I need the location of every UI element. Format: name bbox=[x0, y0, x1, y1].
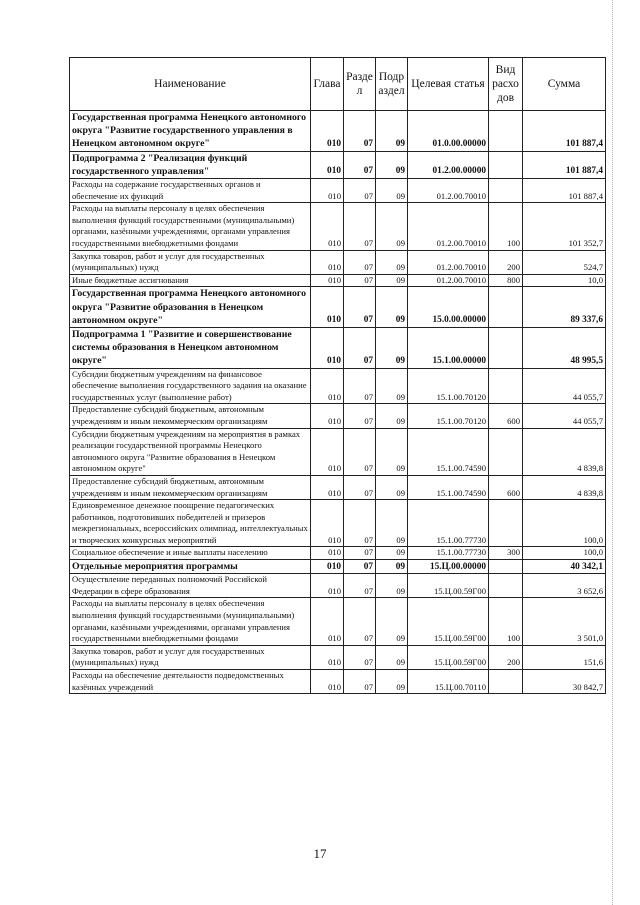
row-target: 01.0.00.00000 bbox=[408, 111, 489, 152]
table-row bbox=[70, 670, 606, 694]
row-exptype bbox=[489, 500, 523, 547]
row-sum: 3 501,0 bbox=[523, 598, 606, 645]
row-target: 01.2.00.70010 bbox=[408, 250, 489, 274]
row-section: 07 bbox=[344, 475, 376, 499]
row-chapter: 010 bbox=[311, 274, 344, 287]
row-target: 15.0.00.00000 bbox=[408, 287, 489, 328]
row-sum: 30 842,7 bbox=[523, 670, 606, 694]
row-chapter: 010 bbox=[311, 560, 344, 574]
table-body bbox=[70, 111, 606, 694]
row-section: 07 bbox=[344, 274, 376, 287]
row-chapter: 010 bbox=[311, 203, 344, 250]
row-exptype bbox=[489, 560, 523, 574]
row-target: 01.2.00.70010 bbox=[408, 203, 489, 250]
row-chapter: 010 bbox=[311, 670, 344, 694]
row-sum: 10,0 bbox=[523, 274, 606, 287]
row-section: 07 bbox=[344, 327, 376, 368]
row-subsection: 09 bbox=[376, 500, 408, 547]
row-section: 07 bbox=[344, 250, 376, 274]
table-row bbox=[70, 475, 606, 499]
row-section: 07 bbox=[344, 670, 376, 694]
table-row bbox=[70, 151, 606, 178]
row-name: Подпрограмма 2 "Реализация функций государственного управления" bbox=[70, 151, 311, 178]
row-subsection: 09 bbox=[376, 287, 408, 328]
row-name: Расходы на выплаты персоналу в целях обеспечения выполнения функций государственными (муниципальными) органами, казёнными учреждениями, органами управления государственными внебюджетными фондами bbox=[70, 203, 311, 250]
row-subsection: 09 bbox=[376, 560, 408, 574]
row-target: 15.1.00.70120 bbox=[408, 368, 489, 404]
table-row bbox=[70, 428, 606, 475]
row-sum: 101 887,4 bbox=[523, 111, 606, 152]
row-subsection: 09 bbox=[376, 404, 408, 428]
row-exptype: 100 bbox=[489, 598, 523, 645]
row-name: Государственная программа Ненецкого автономного округа "Развитие государственного управления в Ненецком автономном округе" bbox=[70, 111, 311, 152]
table-row bbox=[70, 560, 606, 574]
row-target: 01.2.00.70010 bbox=[408, 179, 489, 203]
row-exptype: 100 bbox=[489, 203, 523, 250]
row-name: Государственная программа Ненецкого автономного округа "Развитие образования в Ненецком автономном округе" bbox=[70, 287, 311, 328]
row-subsection: 09 bbox=[376, 179, 408, 203]
table-row bbox=[70, 274, 606, 287]
row-chapter: 010 bbox=[311, 500, 344, 547]
row-target: 15.1.00.70120 bbox=[408, 404, 489, 428]
row-exptype: 800 bbox=[489, 274, 523, 287]
row-subsection: 09 bbox=[376, 670, 408, 694]
header-exptype: Вид расхо дов bbox=[489, 58, 523, 111]
table-row bbox=[70, 111, 606, 152]
row-chapter: 010 bbox=[311, 475, 344, 499]
row-sum: 4 839,8 bbox=[523, 475, 606, 499]
row-sum: 89 337,6 bbox=[523, 287, 606, 328]
row-target: 15.1.00.00000 bbox=[408, 327, 489, 368]
row-exptype: 300 bbox=[489, 547, 523, 560]
row-chapter: 010 bbox=[311, 645, 344, 669]
table-row bbox=[70, 598, 606, 645]
row-subsection: 09 bbox=[376, 151, 408, 178]
row-exptype bbox=[489, 428, 523, 475]
row-subsection: 09 bbox=[376, 111, 408, 152]
row-name: Расходы на содержание государственных органов и обеспечение их функций bbox=[70, 179, 311, 203]
row-name: Субсидии бюджетным учреждениям на мероприятия в рамках реализации государственной программы Ненецкого автономного округа "Развитие образования в Ненецком автономном округе" bbox=[70, 428, 311, 475]
table-row bbox=[70, 645, 606, 669]
row-section: 07 bbox=[344, 179, 376, 203]
table-row bbox=[70, 179, 606, 203]
row-subsection: 09 bbox=[376, 428, 408, 475]
row-section: 07 bbox=[344, 645, 376, 669]
row-target: 15.Ц.00.59Г00 bbox=[408, 598, 489, 645]
row-name: Расходы на обеспечение деятельности подведомственных казённых учреждений bbox=[70, 670, 311, 694]
scan-edge-line bbox=[612, 0, 615, 905]
table-row bbox=[70, 368, 606, 404]
row-section: 07 bbox=[344, 151, 376, 178]
row-sum: 151,6 bbox=[523, 645, 606, 669]
row-name: Социальное обеспечение и иные выплаты населению bbox=[70, 547, 311, 560]
row-section: 07 bbox=[344, 287, 376, 328]
table-row bbox=[70, 327, 606, 368]
row-target: 01.2.00.00000 bbox=[408, 151, 489, 178]
row-sum: 101 887,4 bbox=[523, 179, 606, 203]
row-name: Осуществление переданных полномочий Российской Федерации в сфере образования bbox=[70, 574, 311, 598]
row-target: 15.Ц.00.70110 bbox=[408, 670, 489, 694]
row-chapter: 010 bbox=[311, 179, 344, 203]
budget-table bbox=[69, 57, 606, 694]
row-section: 07 bbox=[344, 203, 376, 250]
row-exptype bbox=[489, 151, 523, 178]
row-chapter: 010 bbox=[311, 598, 344, 645]
header-target: Целевая статья bbox=[408, 58, 489, 111]
row-subsection: 09 bbox=[376, 203, 408, 250]
row-section: 07 bbox=[344, 574, 376, 598]
row-exptype: 600 bbox=[489, 475, 523, 499]
row-exptype: 600 bbox=[489, 404, 523, 428]
table-row bbox=[70, 404, 606, 428]
row-target: 15.1.00.77730 bbox=[408, 500, 489, 547]
row-target: 15.1.00.74590 bbox=[408, 475, 489, 499]
row-sum: 100,0 bbox=[523, 500, 606, 547]
row-subsection: 09 bbox=[376, 547, 408, 560]
header-chapter: Глава bbox=[311, 58, 344, 111]
table-row bbox=[70, 287, 606, 328]
row-sum: 44 055,7 bbox=[523, 368, 606, 404]
row-section: 07 bbox=[344, 500, 376, 547]
row-sum: 48 995,5 bbox=[523, 327, 606, 368]
row-exptype bbox=[489, 111, 523, 152]
row-chapter: 010 bbox=[311, 111, 344, 152]
table-row bbox=[70, 500, 606, 547]
row-chapter: 010 bbox=[311, 151, 344, 178]
header-section: Разде л bbox=[344, 58, 376, 111]
row-chapter: 010 bbox=[311, 327, 344, 368]
row-section: 07 bbox=[344, 368, 376, 404]
row-name: Закупка товаров, работ и услуг для государственных (муниципальных) нужд bbox=[70, 645, 311, 669]
row-target: 01.2.00.70010 bbox=[408, 274, 489, 287]
row-chapter: 010 bbox=[311, 574, 344, 598]
row-sum: 4 839,8 bbox=[523, 428, 606, 475]
table-row bbox=[70, 250, 606, 274]
row-name: Расходы на выплаты персоналу в целях обеспечения выполнения функций государственными (муниципальными) органами, казёнными учреждениями, органами управления государственными внебюджетными фондами bbox=[70, 598, 311, 645]
table-row bbox=[70, 574, 606, 598]
row-chapter: 010 bbox=[311, 428, 344, 475]
table-row bbox=[70, 547, 606, 560]
row-target: 15.Ц.00.59Г00 bbox=[408, 574, 489, 598]
row-subsection: 09 bbox=[376, 475, 408, 499]
row-subsection: 09 bbox=[376, 250, 408, 274]
header-subsection: Подр аздел bbox=[376, 58, 408, 111]
row-name: Подпрограмма 1 "Развитие и совершенствование системы образования в Ненецком автономном округе" bbox=[70, 327, 311, 368]
row-sum: 44 055,7 bbox=[523, 404, 606, 428]
row-subsection: 09 bbox=[376, 645, 408, 669]
row-exptype bbox=[489, 179, 523, 203]
row-target: 15.1.00.74590 bbox=[408, 428, 489, 475]
row-exptype bbox=[489, 670, 523, 694]
row-section: 07 bbox=[344, 547, 376, 560]
row-name: Предоставление субсидий бюджетным, автономным учреждениям и иным некоммерческим организациям bbox=[70, 475, 311, 499]
row-section: 07 bbox=[344, 111, 376, 152]
row-section: 07 bbox=[344, 404, 376, 428]
header-sum: Сумма bbox=[523, 58, 606, 111]
row-exptype bbox=[489, 327, 523, 368]
row-name: Отдельные мероприятия программы bbox=[70, 560, 311, 574]
row-exptype bbox=[489, 574, 523, 598]
row-exptype bbox=[489, 368, 523, 404]
row-section: 07 bbox=[344, 560, 376, 574]
header-name: Наименование bbox=[70, 58, 311, 111]
row-sum: 524,7 bbox=[523, 250, 606, 274]
row-chapter: 010 bbox=[311, 250, 344, 274]
row-sum: 101 352,7 bbox=[523, 203, 606, 250]
row-subsection: 09 bbox=[376, 327, 408, 368]
row-name: Единовременное денежное поощрение педагогических работников, подготовивших победителей и призеров межрегиональных, всероссийских олимпиад, интеллектуальных и творческих конкурсных мероприятий bbox=[70, 500, 311, 547]
row-section: 07 bbox=[344, 598, 376, 645]
row-name: Закупка товаров, работ и услуг для государственных (муниципальных) нужд bbox=[70, 250, 311, 274]
row-chapter: 010 bbox=[311, 404, 344, 428]
row-name: Предоставление субсидий бюджетным, автономным учреждениям и иным некоммерческим организациям bbox=[70, 404, 311, 428]
row-sum: 3 652,6 bbox=[523, 574, 606, 598]
row-exptype: 200 bbox=[489, 250, 523, 274]
row-sum: 101 887,4 bbox=[523, 151, 606, 178]
table-header-row bbox=[70, 58, 606, 111]
row-target: 15.Ц.00.59Г00 bbox=[408, 645, 489, 669]
row-subsection: 09 bbox=[376, 274, 408, 287]
row-exptype: 200 bbox=[489, 645, 523, 669]
row-name: Иные бюджетные ассигнования bbox=[70, 274, 311, 287]
row-section: 07 bbox=[344, 428, 376, 475]
row-chapter: 010 bbox=[311, 368, 344, 404]
row-target: 15.1.00.77730 bbox=[408, 547, 489, 560]
table-row bbox=[70, 203, 606, 250]
row-chapter: 010 bbox=[311, 547, 344, 560]
row-subsection: 09 bbox=[376, 574, 408, 598]
row-name: Субсидии бюджетным учреждениям на финансовое обеспечение выполнения государственного задания на оказание государственных услуг (выполнение работ) bbox=[70, 368, 311, 404]
row-sum: 40 342,1 bbox=[523, 560, 606, 574]
page-number: 17 bbox=[313, 846, 327, 861]
row-subsection: 09 bbox=[376, 368, 408, 404]
row-chapter: 010 bbox=[311, 287, 344, 328]
row-sum: 100,0 bbox=[523, 547, 606, 560]
row-exptype bbox=[489, 287, 523, 328]
row-target: 15.Ц.00.00000 bbox=[408, 560, 489, 574]
row-subsection: 09 bbox=[376, 598, 408, 645]
